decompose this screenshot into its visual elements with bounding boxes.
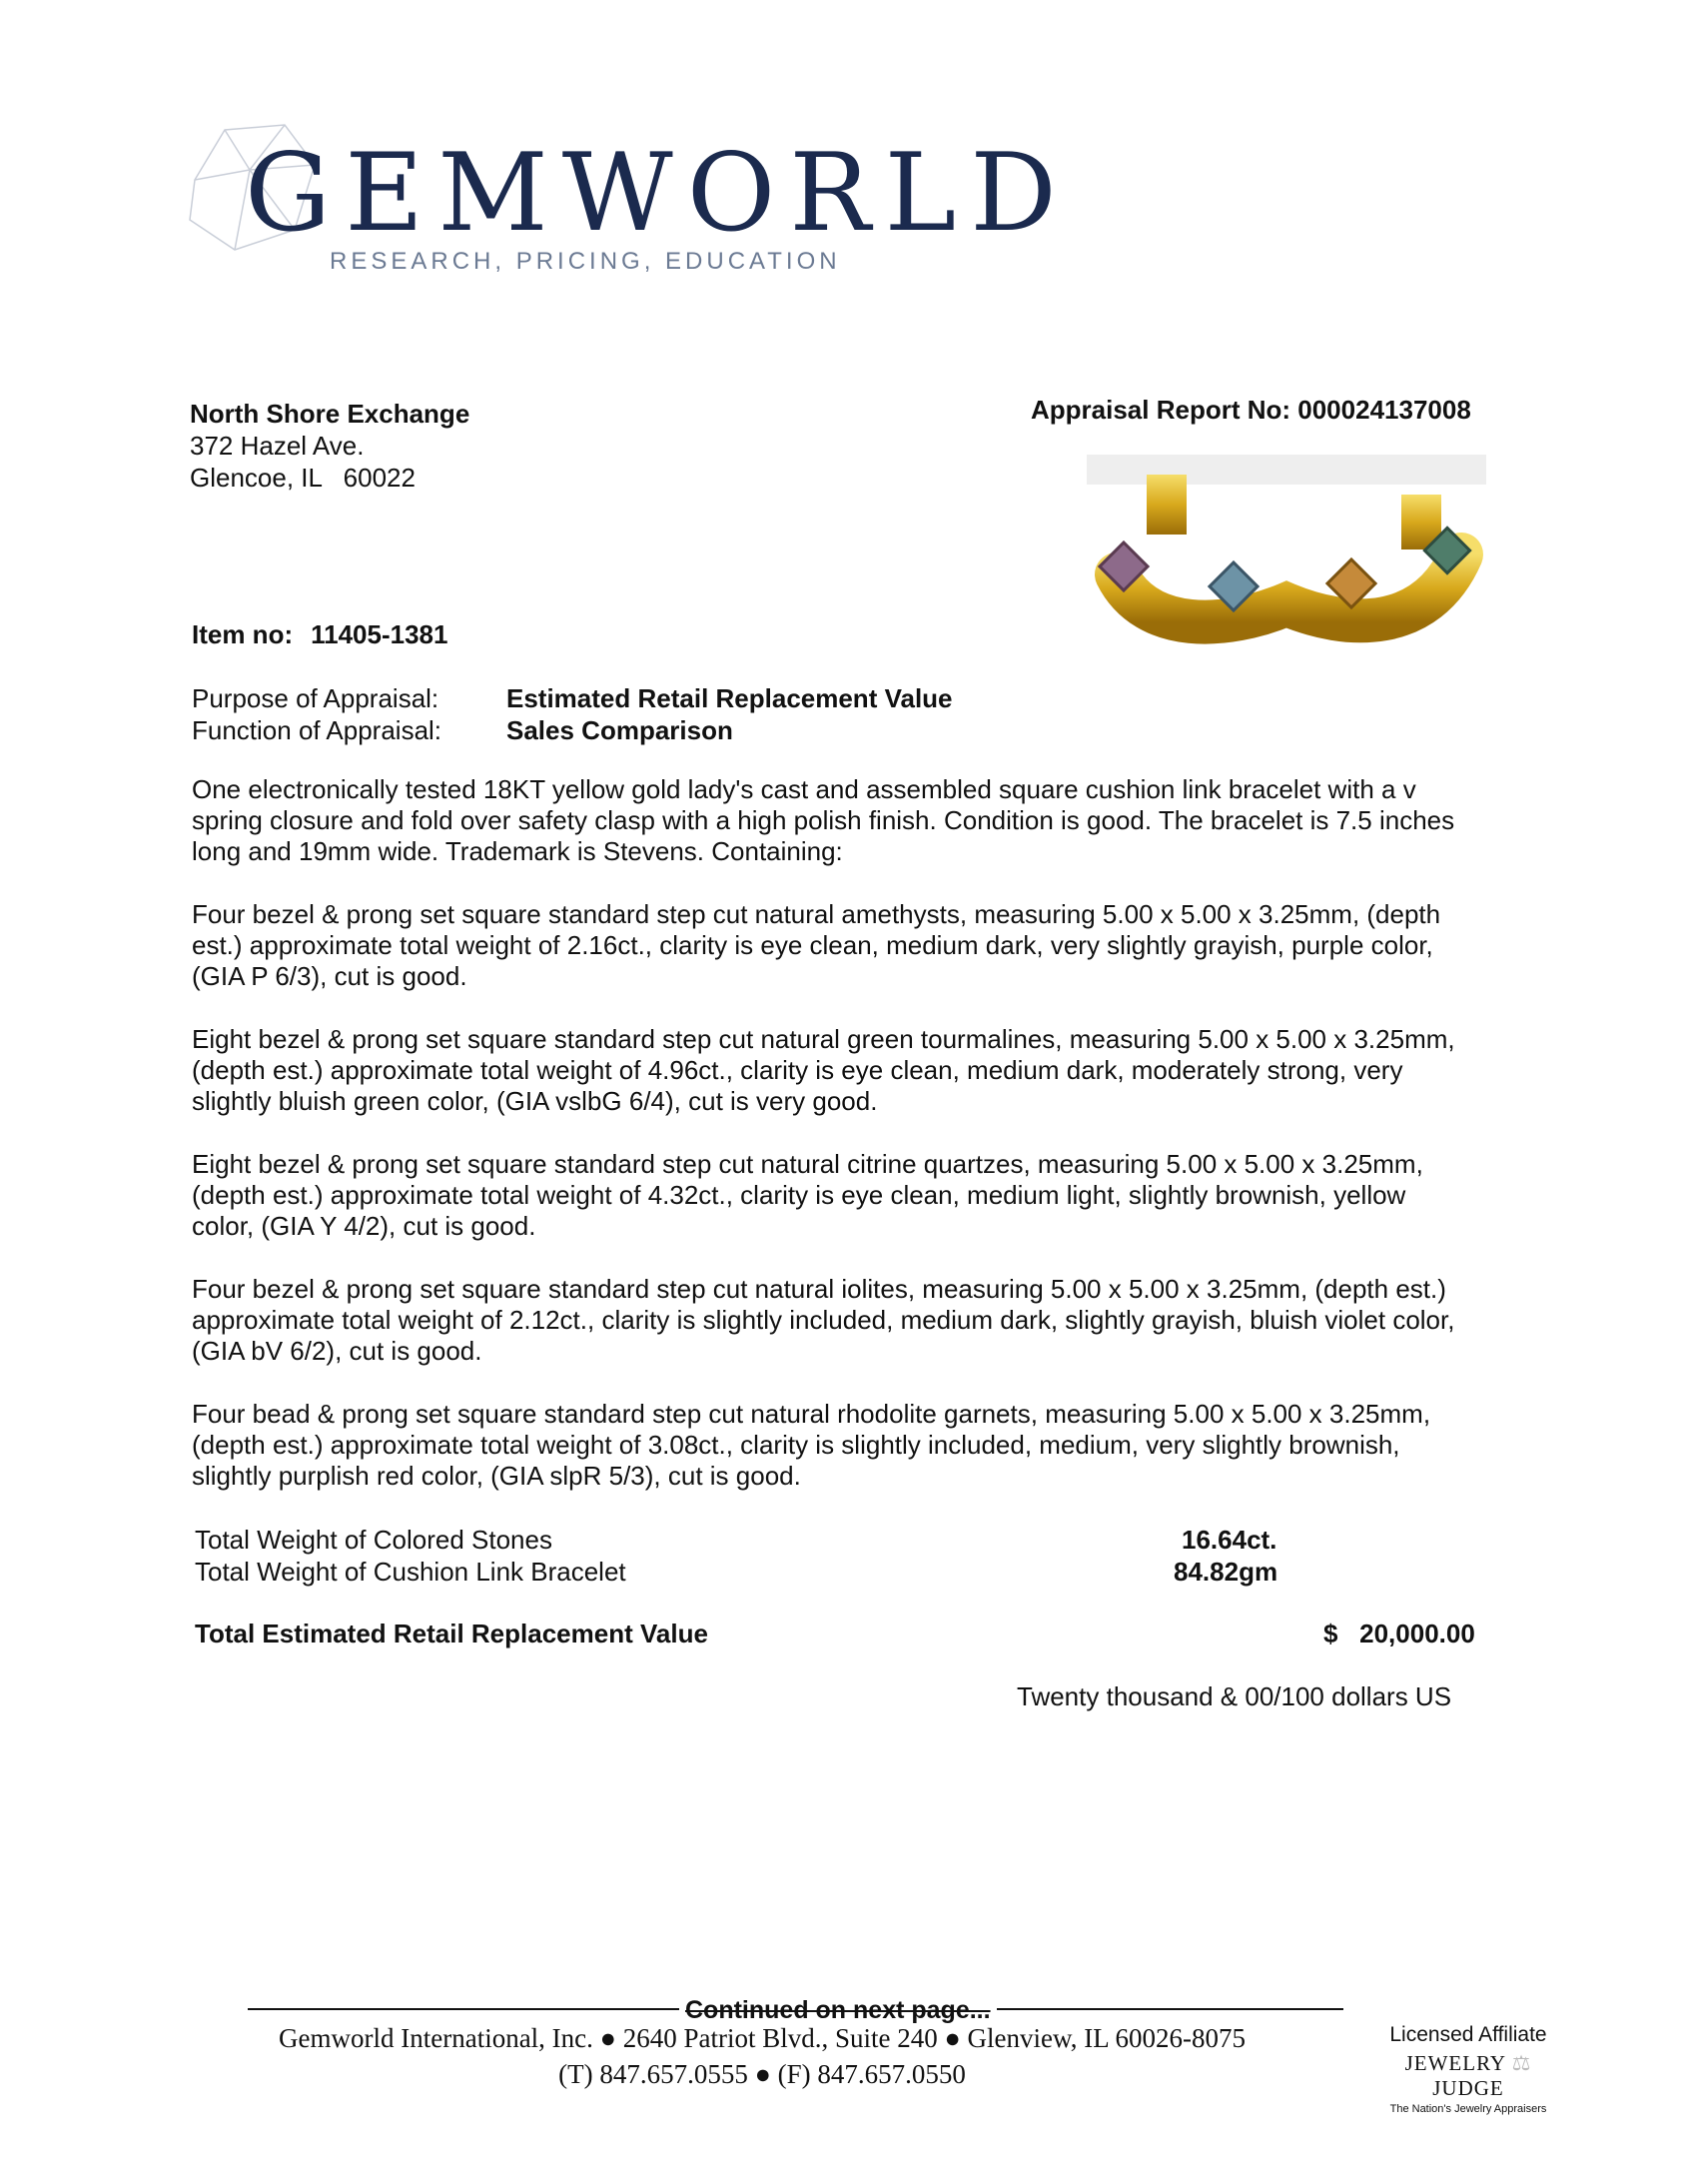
report-number	[1031, 395, 1471, 426]
affiliate-brand-right: JUDGE	[1432, 2076, 1504, 2100]
currency-symbol: $	[1323, 1619, 1338, 1648]
description-paragraph: Four bead & prong set square standard step cut natural rhodolite garnets, measuring 5.00 x 5.00 x 3.25mm, (depth est.) approximate total weight of 3.08ct., clarity is slightly included, medium, very slightly brownish, slightly purplish red color, (GIA slpR 5/3), cut is good.	[192, 1399, 1431, 1491]
appraisal-purpose	[192, 682, 953, 746]
client-name: North Shore Exchange	[190, 399, 470, 429]
purpose-value: Estimated Retail Replacement Value	[506, 683, 953, 713]
affiliate-tagline: The Nation's Jewelry Appraisers	[1389, 2103, 1547, 2115]
amount-value: 20,000.00	[1359, 1619, 1475, 1648]
gemworld-logo	[175, 110, 1071, 290]
logo-tagline: RESEARCH, PRICING, EDUCATION	[330, 248, 841, 275]
total-bracelet-value: 84.82gm	[1174, 1557, 1278, 1587]
client-city: Glencoe, IL 60022	[190, 463, 416, 493]
continued-note: Continued on next page...	[679, 1996, 997, 2025]
affiliate-badge	[1368, 2023, 1568, 2115]
report-label: Appraisal Report No:	[1031, 395, 1291, 425]
function-label: Function of Appraisal:	[192, 715, 442, 745]
footer-phone-line: (T) 847.657.0555 ● (F) 847.657.0550	[558, 2059, 966, 2089]
total-stones-row	[195, 1524, 1393, 1556]
logo-wordmark: GEMWORLD	[245, 131, 1071, 256]
grand-total-amount	[1323, 1619, 1475, 1649]
amount-in-words: Twenty thousand & 00/100 dollars US	[1017, 1681, 1452, 1711]
total-stones-value: 16.64ct.	[1182, 1525, 1277, 1555]
item-value: 11405-1381	[311, 619, 448, 649]
client-address	[190, 398, 469, 494]
grand-total-label: Total Estimated Retail Replacement Value	[195, 1619, 708, 1648]
footer-address-line: Gemworld International, Inc. ● 2640 Patriot Blvd., Suite 240 ● Glenview, IL 60026-8075	[279, 2023, 1246, 2053]
total-bracelet-row	[195, 1556, 1393, 1588]
description-paragraph: Eight bezel & prong set square standard step cut natural citrine quartzes, measuring 5.00 x 5.00 x 3.25mm, (depth est.) approximate total weight of 4.32ct., clarity is eye clean, medium light, slightly brownish, yellow color, (GIA Y 4/2), cut is good.	[192, 1149, 1423, 1241]
bracelet-photo	[1087, 455, 1486, 644]
gavel-icon: ⚖	[1511, 2051, 1532, 2075]
report-value: 000024137008	[1297, 395, 1471, 425]
affiliate-brand	[1368, 2051, 1568, 2101]
description-paragraph: One electronically tested 18KT yellow gold lady's cast and assembled square cushion link bracelet with a v spring closure and fold over safety clasp with a high polish finish. Condition is good. The bracelet is 7.5 inches long and 19mm wide. Trademark is Stevens. Containing:	[192, 774, 1455, 866]
description-paragraph: Four bezel & prong set square standard step cut natural iolites, measuring 5.00 x 5.00 x 3.25mm, (depth est.) approximate total weight of 2.12ct., clarity is slightly included, medium dark, slightly grayish, bluish violet color, (GIA bV 6/2), cut is good.	[192, 1274, 1455, 1366]
description-paragraph: Eight bezel & prong set square standard step cut natural green tourmalines, measuring 5.00 x 5.00 x 3.25mm, (depth est.) approximate total weight of 4.96ct., clarity is eye clean, medium dark, moderately strong, very slightly bluish green color, (GIA vslbG 6/4), cut is very good.	[192, 1024, 1455, 1116]
purpose-label: Purpose of Appraisal:	[192, 683, 439, 713]
description-paragraph: Four bezel & prong set square standard step cut natural amethysts, measuring 5.00 x 5.00 x 3.25mm, (depth est.) approximate total weight of 2.16ct., clarity is eye clean, medium dark, very slightly grayish, purple color, (GIA P 6/3), cut is good.	[192, 899, 1441, 991]
item-label: Item no:	[192, 619, 294, 649]
client-street: 372 Hazel Ave.	[190, 431, 365, 461]
function-value: Sales Comparison	[506, 715, 733, 745]
affiliate-brand-left: JEWELRY	[1404, 2051, 1506, 2075]
item-number	[192, 619, 447, 650]
grand-total-row	[195, 1619, 1493, 1649]
footer-address	[248, 2020, 1276, 2092]
total-stones-label: Total Weight of Colored Stones	[195, 1525, 552, 1555]
total-bracelet-label: Total Weight of Cushion Link Bracelet	[195, 1557, 626, 1587]
affiliate-title: Licensed Affiliate	[1389, 2023, 1547, 2046]
